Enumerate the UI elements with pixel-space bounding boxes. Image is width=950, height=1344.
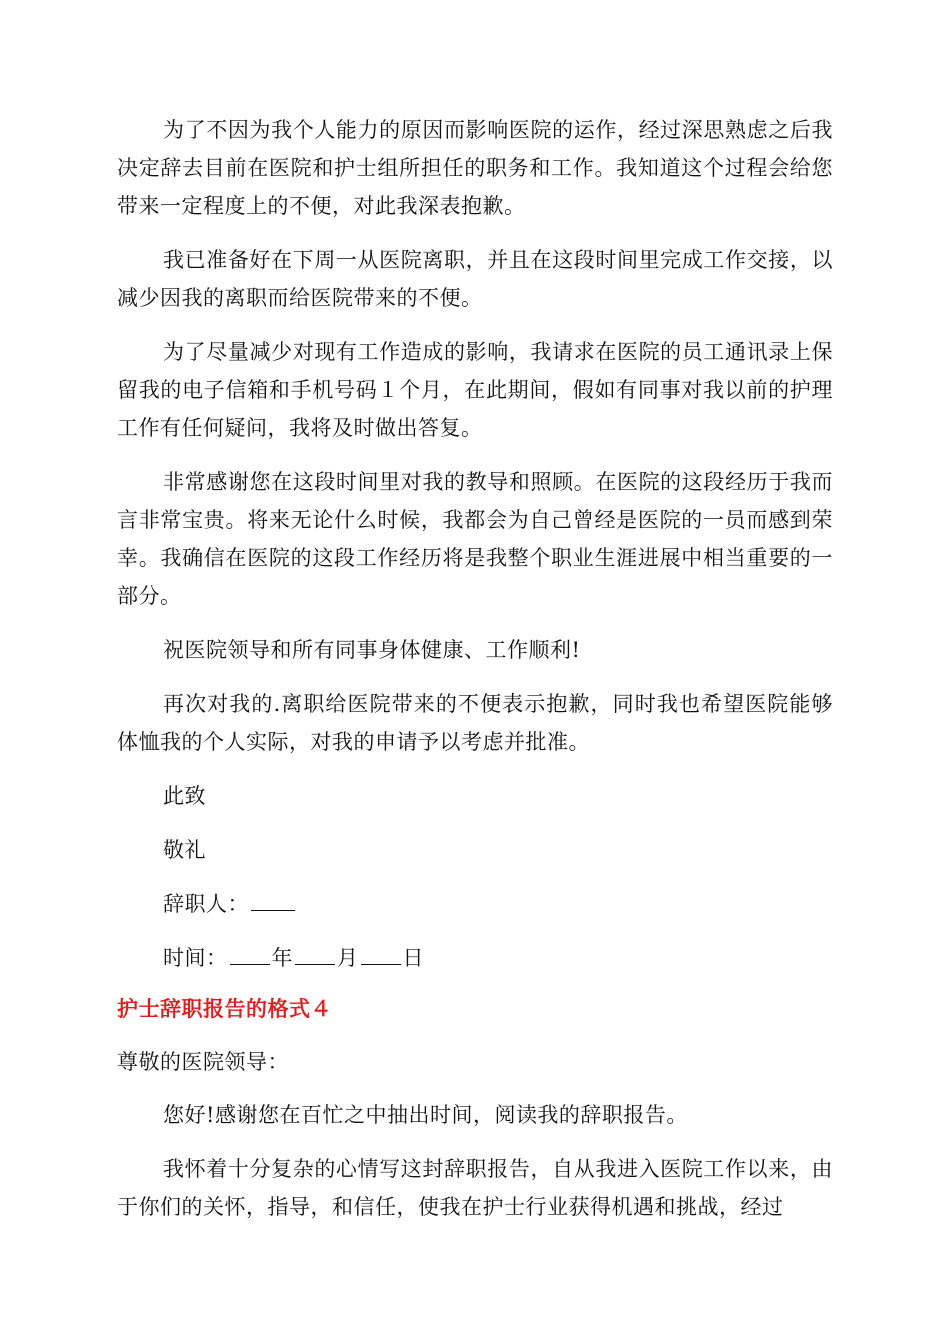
signer-blank — [251, 892, 295, 911]
paragraph-reason: 为了不因为我个人能力的原因而影响医院的运作，经过深思熟虑之后我决定辞去目前在医院和护士组所担任的职务和工作。我知道这个过程会给您带来一定程度上的不便，对此我深表抱歉。 — [117, 118, 833, 218]
salutation: 尊敬的医院领导： — [117, 1050, 289, 1074]
paragraph-section4-body: 我怀着十分复杂的心情写这封辞职报告，自从我进入医院工作以来，由于你们的关怀，指导，和信任，使我在护士行业获得机遇和挑战，经过 — [117, 1157, 833, 1219]
year-blank — [230, 946, 270, 965]
day-blank — [361, 946, 401, 965]
date-label: 时间： — [163, 946, 228, 970]
paragraph-thanks: 非常感谢您在这段时间里对我的教导和照顾。在医院的这段经历于我而言非常宝贵。将来无论什么时候，我都会为自己曾经是医院的一员而感到荣幸。我确信在医院的这段工作经历将是我整个职业生涯进展中相当重要的一部分。 — [117, 470, 833, 608]
document-body — [117, 111, 833, 1226]
section-heading: 护士辞职报告的格式４ — [117, 997, 332, 1021]
month-label: 月 — [337, 946, 359, 970]
closing-cizhi: 此致 — [163, 784, 206, 808]
paragraph-wishes: 祝医院领导和所有同事身体健康、工作顺利! — [163, 638, 581, 662]
day-label: 日 — [402, 946, 424, 970]
closing-jingli: 敬礼 — [163, 838, 206, 862]
greeting: 您好!感谢您在百忙之中抽出时间，阅读我的辞职报告。 — [163, 1103, 688, 1127]
year-label: 年 — [271, 946, 293, 970]
date-line — [117, 939, 833, 977]
signer-line — [117, 885, 833, 923]
paragraph-apology: 再次对我的.离职给医院带来的不便表示抱歉，同时我也希望医院能够体恤我的个人实际，对我的申请予以考虑并批准。 — [117, 692, 833, 754]
month-blank — [295, 946, 335, 965]
paragraph-contact: 为了尽量减少对现有工作造成的影响，我请求在医院的员工通讯录上保留我的电子信箱和手机号码１个月，在此期间，假如有同事对我以前的护理工作有任何疑问，我将及时做出答复。 — [117, 340, 833, 440]
signer-label: 辞职人： — [163, 892, 249, 916]
paragraph-leave-date: 我已准备好在下周一从医院离职，并且在这段时间里完成工作交接，以减少因我的离职而给医院带来的不便。 — [117, 248, 833, 310]
